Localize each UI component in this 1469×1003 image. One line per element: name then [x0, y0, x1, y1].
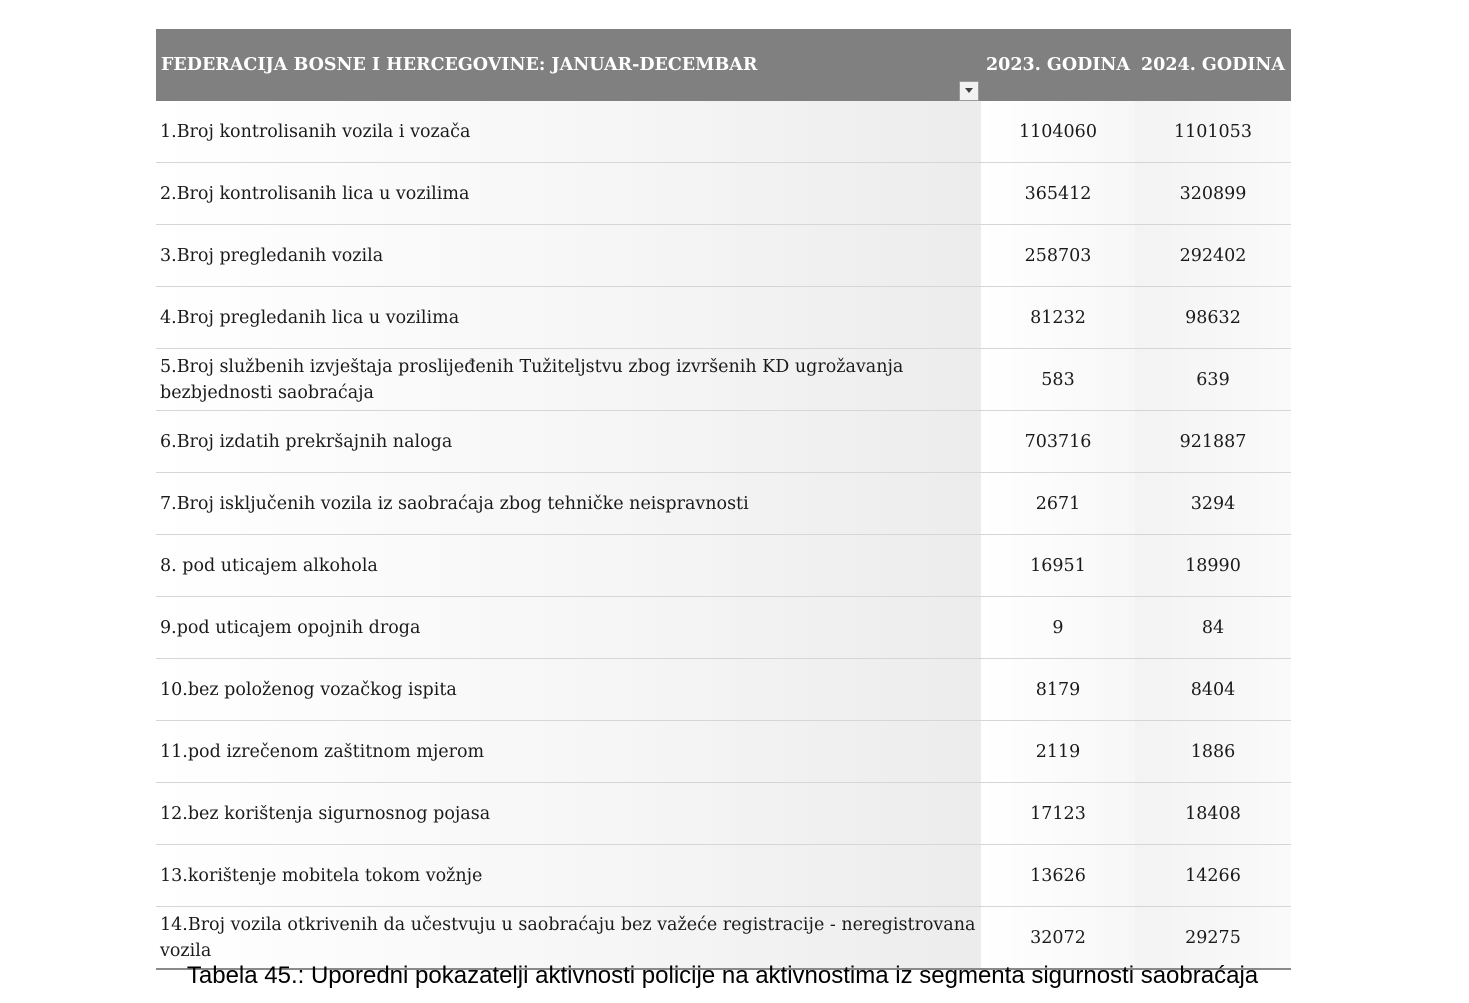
- value-2023: 32072: [981, 907, 1135, 970]
- value-2024: 320899: [1135, 163, 1291, 225]
- value-2024: 98632: [1135, 287, 1291, 349]
- value-2024: 292402: [1135, 225, 1291, 287]
- row-label: 12.bez korištenja sigurnosnog pojasa: [156, 783, 981, 845]
- row-label: 1.Broj kontrolisanih vozila i vozača: [156, 101, 981, 163]
- table-header-row: [156, 29, 1291, 101]
- value-2023: 13626: [981, 845, 1135, 907]
- row-label: 9.pod uticajem opojnih droga: [156, 597, 981, 659]
- value-2023: 16951: [981, 535, 1135, 597]
- header-category-label: FEDERACIJA BOSNE I HERCEGOVINE: JANUAR-DECEMBAR: [161, 55, 758, 75]
- value-2024: 84: [1135, 597, 1291, 659]
- column-filter-button[interactable]: [959, 81, 979, 101]
- row-label: 3.Broj pregledanih vozila: [156, 225, 981, 287]
- table-row: [156, 535, 1291, 597]
- table-row: [156, 845, 1291, 907]
- value-2024: 18408: [1135, 783, 1291, 845]
- value-2024: 18990: [1135, 535, 1291, 597]
- row-label: 5.Broj službenih izvještaja proslijeđenih Tužiteljstvu zbog izvršenih KD ugrožavanja bezbjednosti saobraćaja: [156, 349, 981, 411]
- value-2024: 639: [1135, 349, 1291, 411]
- value-2023: 1104060: [981, 101, 1135, 163]
- table-row: [156, 287, 1291, 349]
- value-2024: 1101053: [1135, 101, 1291, 163]
- value-2023: 17123: [981, 783, 1135, 845]
- dropdown-arrow-icon: [964, 87, 974, 95]
- table-row: [156, 225, 1291, 287]
- value-2023: 2671: [981, 473, 1135, 535]
- value-2024: 8404: [1135, 659, 1291, 721]
- row-label: 6.Broj izdatih prekršajnih naloga: [156, 411, 981, 473]
- table-row: [156, 101, 1291, 163]
- header-category: [156, 29, 981, 101]
- value-2024: 29275: [1135, 907, 1291, 970]
- table-row: [156, 721, 1291, 783]
- value-2023: 81232: [981, 287, 1135, 349]
- value-2023: 2119: [981, 721, 1135, 783]
- table-caption: Tabela 45.: Uporedni pokazatelji aktivnosti policije na aktivnostima iz segmenta sigurnosti saobraćaja: [186, 962, 1259, 989]
- value-2023: 9: [981, 597, 1135, 659]
- table-row: [156, 659, 1291, 721]
- row-label: 10.bez položenog vozačkog ispita: [156, 659, 981, 721]
- table-row: [156, 349, 1291, 411]
- header-year-2023: 2023. GODINA: [981, 29, 1135, 101]
- row-label: 14.Broj vozila otkrivenih da učestvuju u saobraćaju bez važeće registracije - neregistrovana vozila: [156, 907, 981, 970]
- row-label: 7.Broj isključenih vozila iz saobraćaja zbog tehničke neispravnosti: [156, 473, 981, 535]
- row-label: 11.pod izrečenom zaštitnom mjerom: [156, 721, 981, 783]
- value-2023: 258703: [981, 225, 1135, 287]
- row-label: 13.korištenje mobitela tokom vožnje: [156, 845, 981, 907]
- statistics-table: [156, 29, 1291, 970]
- table-row: [156, 473, 1291, 535]
- value-2023: 583: [981, 349, 1135, 411]
- table-row: [156, 783, 1291, 845]
- row-label: 2.Broj kontrolisanih lica u vozilima: [156, 163, 981, 225]
- table-row: [156, 907, 1291, 970]
- statistics-table-container: [156, 29, 1291, 970]
- header-year-2024: 2024. GODINA: [1135, 29, 1291, 101]
- row-label: 4.Broj pregledanih lica u vozilima: [156, 287, 981, 349]
- value-2024: 3294: [1135, 473, 1291, 535]
- table-row: [156, 163, 1291, 225]
- row-label: 8. pod uticajem alkohola: [156, 535, 981, 597]
- table-row: [156, 411, 1291, 473]
- value-2024: 14266: [1135, 845, 1291, 907]
- value-2024: 1886: [1135, 721, 1291, 783]
- table-row: [156, 597, 1291, 659]
- value-2023: 8179: [981, 659, 1135, 721]
- value-2023: 703716: [981, 411, 1135, 473]
- value-2024: 921887: [1135, 411, 1291, 473]
- value-2023: 365412: [981, 163, 1135, 225]
